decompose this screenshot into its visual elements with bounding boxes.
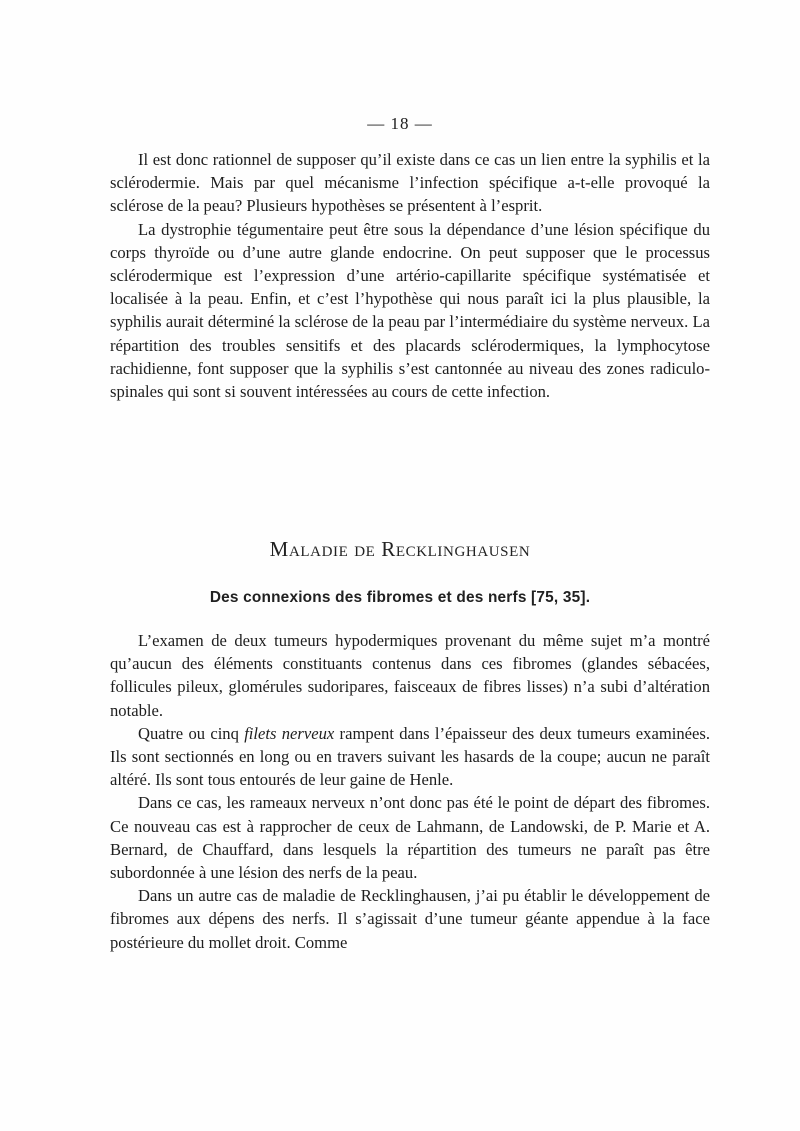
italic-term: filets nerveux bbox=[244, 723, 335, 743]
section-2-body bbox=[110, 629, 710, 954]
paragraph: Dans un autre cas de maladie de Recklinghausen, j’ai pu établir le développement de fibromes aux dépens des nerfs. Il s’agissait d’une tumeur géante appendue à la face postérieure du mollet droit. Comme bbox=[110, 886, 710, 952]
section-subtitle: Des connexions des fibromes et des nerfs [75, 35]. bbox=[209, 589, 591, 606]
paragraph-with-italic bbox=[110, 722, 710, 792]
paragraph: La dystrophie tégumentaire peut être sous la dépendance d’une lésion spécifique du corps thyroïde ou d’une autre glande endocrine. On peut supposer que le processus sclérodermique est l’expression d’une artério-capillarite spécifique systématisée et localisée à la peau. Enfin, et c’est l’hypothèse qui nous paraît ici la plus plausible, la syphilis aurait déterminé la sclérose de la peau par l’intermédiaire du système nerveux. La répartition des troubles sensitifs et des placards sclérodermiques, la lymphocytose rachidienne, font supposer que la syphilis s’est cantonnée au niveau des zones radiculo-spinales qui sont si souvent intéressées au cours de cette infection. bbox=[110, 219, 710, 402]
paragraph: L’examen de deux tumeurs hypodermiques provenant du même sujet m’a montré qu’aucun des éléments constituants contenus dans ces fibromes (glandes sébacées, follicules pileux, glomérules sudoripares, faisceaux de fibres lisses) n’a subi d’altération notable. bbox=[110, 631, 710, 720]
section-1-body bbox=[110, 148, 710, 403]
section-title: Maladie de Recklinghausen bbox=[269, 537, 531, 561]
text-run: rampent dans l’épaisseur des deux tumeurs examinées. Ils sont sectionnés en long ou en travers suivant les hasards de la coupe; aucun ne paraît altéré. Ils sont tous entourés de leur gaine de Henle. bbox=[110, 723, 710, 790]
paragraph: Dans ce cas, les rameaux nerveux n’ont donc pas été le point de départ des fibromes. Ce nouveau cas est à rapprocher de ceux de Lahmann, de Landowski, de P. Marie et A. Bernard, de Chauffard, dans lesquels la répartition des tumeurs ne paraît pas être subordonnée à une lésion des nerfs de la peau. bbox=[110, 793, 710, 883]
page-number: — 18 — bbox=[367, 114, 433, 133]
paragraph: Il est donc rationnel de supposer qu’il existe dans ce cas un lien entre la syphilis et la sclérodermie. Mais par quel mécanisme l’infection spécifique a-t-elle provoqué la sclérose de la peau? Plusieurs hypothèses se présentent à l’esprit. bbox=[110, 150, 710, 216]
text-run: Quatre ou cinq bbox=[138, 723, 245, 743]
